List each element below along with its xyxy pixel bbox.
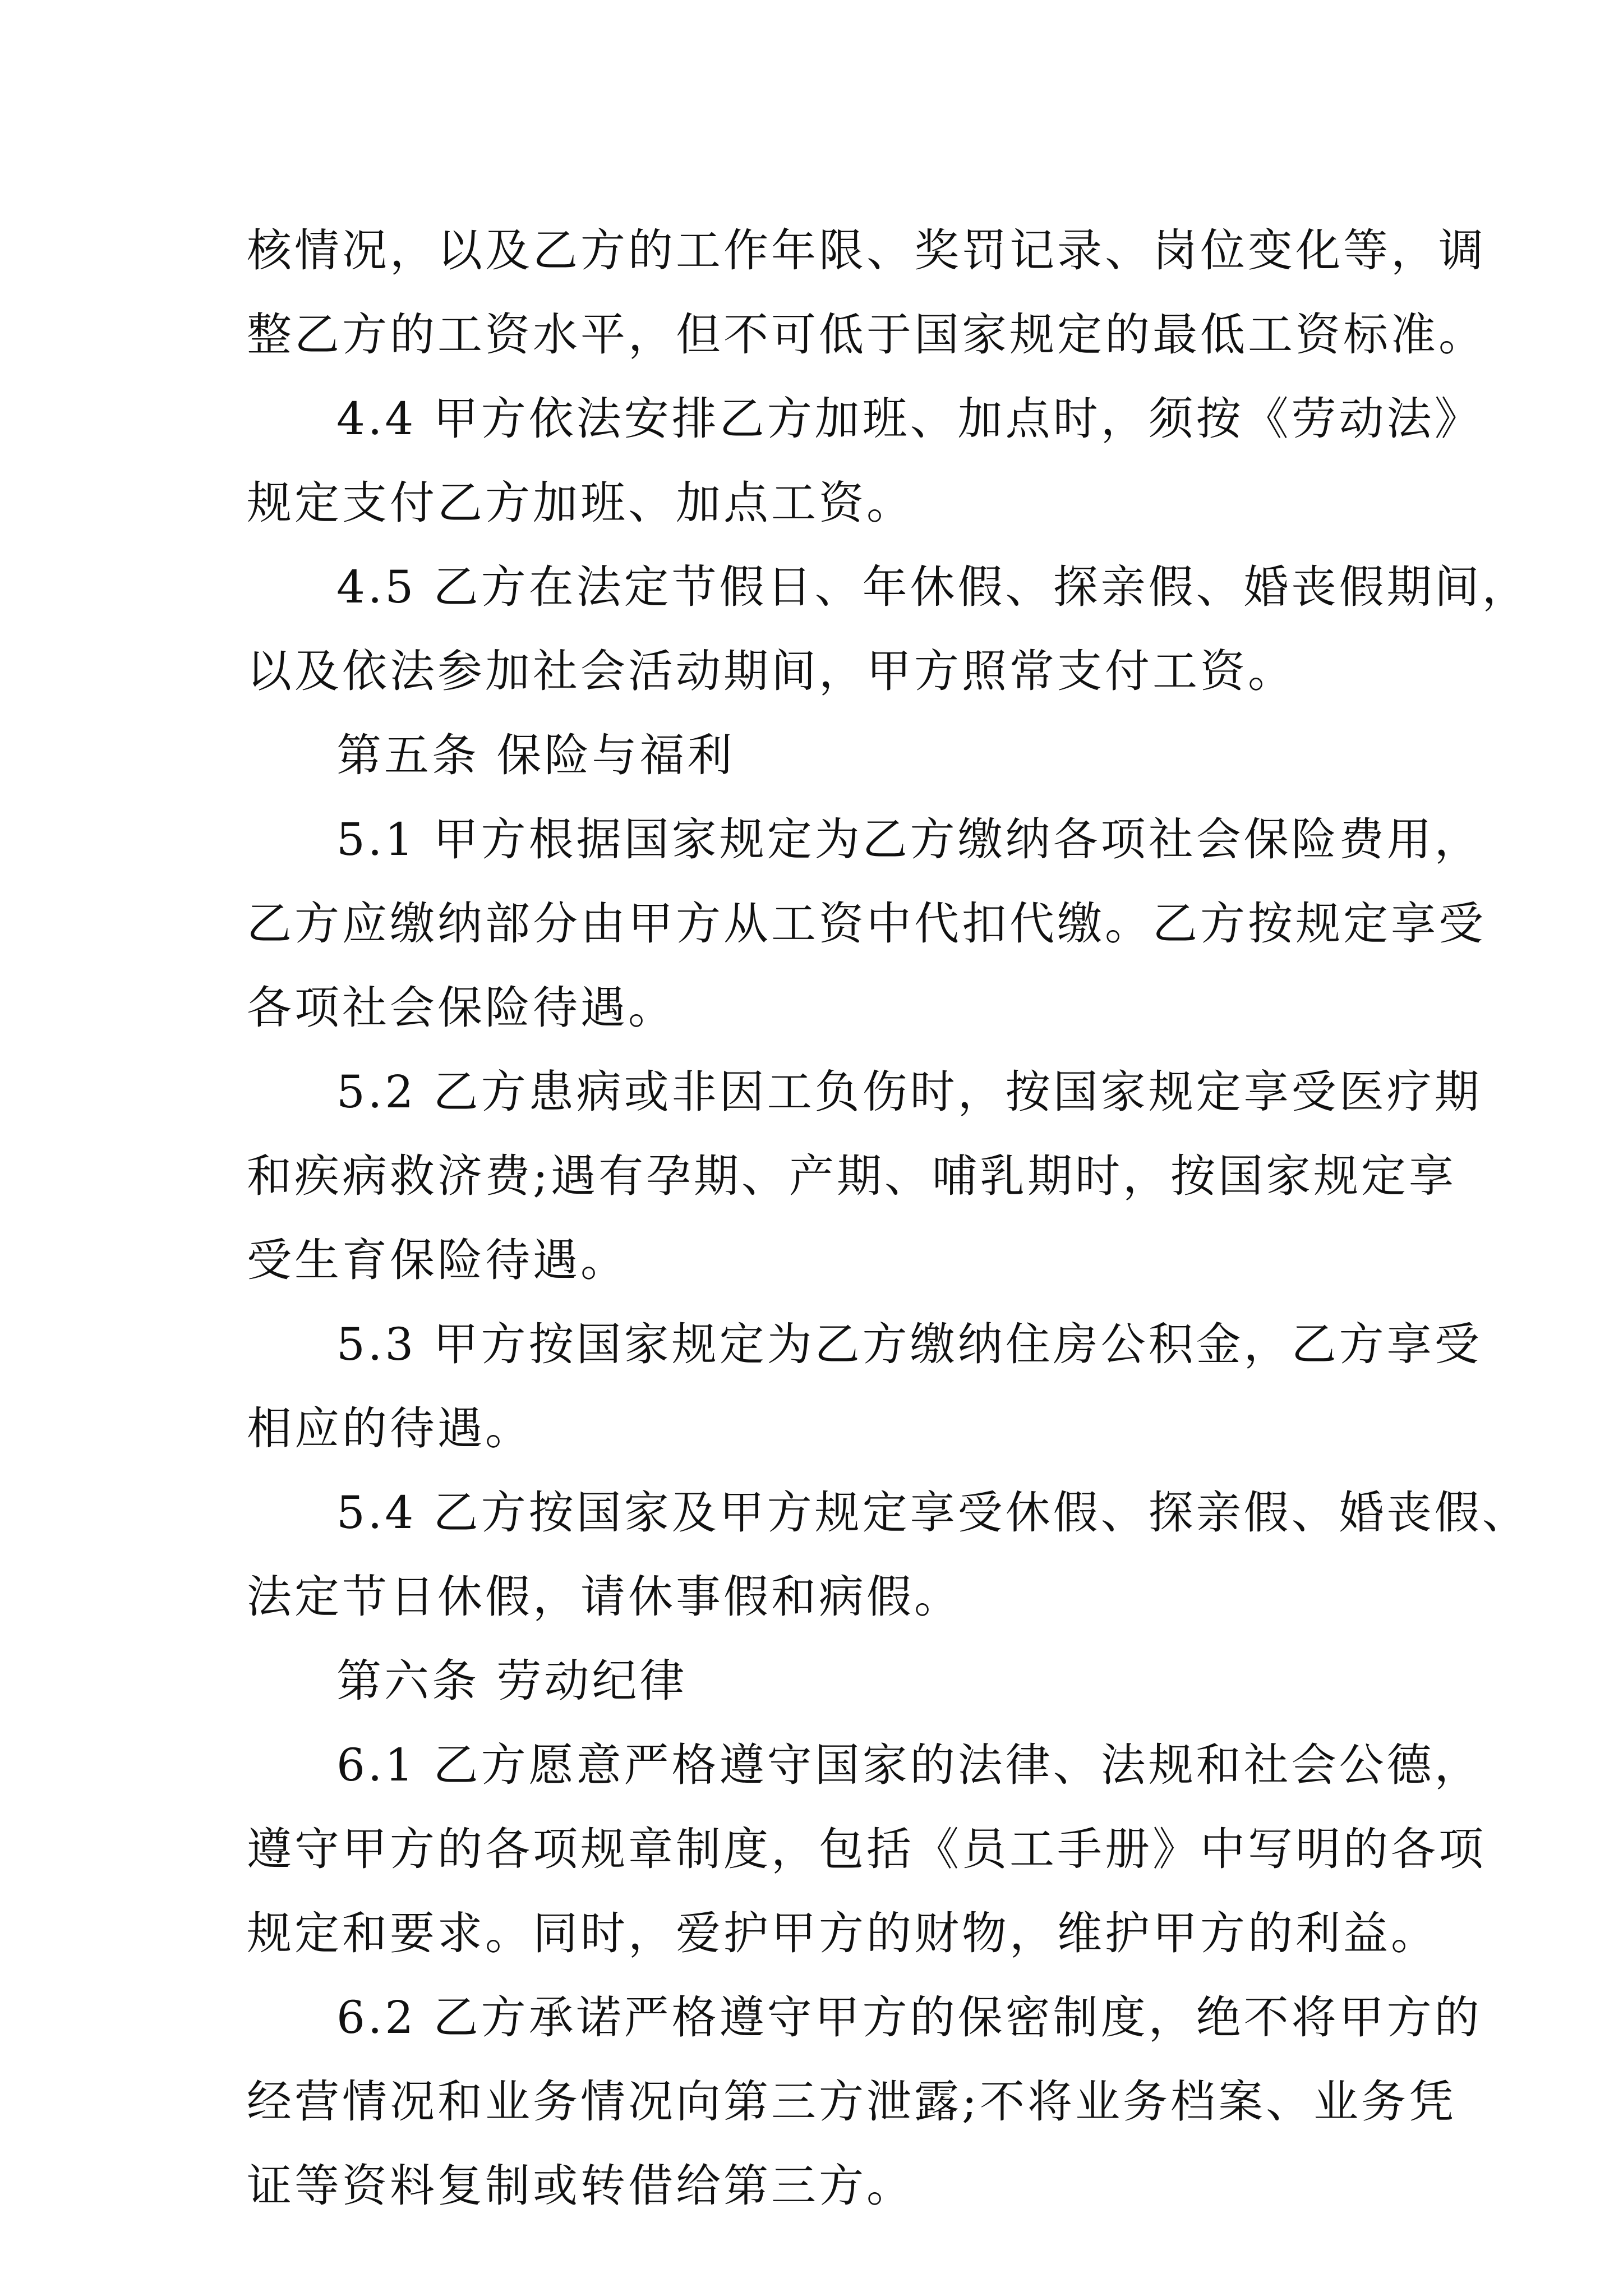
text-line: 证等资料复制或转借给第三方。 [247,2160,914,2212]
text-line: 4.4 甲方依法安排乙方加班、加点时，须按《劳动法》 [336,393,1482,445]
paragraph-5-1 [247,798,1486,1050]
section-title: 第六条 劳动纪律 [336,1655,688,1707]
text-line: 法定节日休假，请休事假和病假。 [247,1571,962,1623]
paragraph-6-1 [247,1723,1486,1976]
paragraph-4-5 [247,545,1530,714]
document-body [247,209,1530,2228]
text-line: 相应的待遇。 [247,1402,533,1455]
paragraph-4-4 [247,377,1482,545]
text-line: 规定支付乙方加班、加点工资。 [247,477,914,529]
paragraph-5-4 [247,1471,1530,1639]
text-line: 5.1 甲方根据国家规定为乙方缴纳各项社会保险费用， [336,813,1482,866]
text-line: 受生育保险待遇。 [247,1234,628,1286]
section-title: 第五条 保险与福利 [336,729,735,781]
text-line: 5.2 乙方患病或非因工负伤时，按国家规定享受医疗期 [336,1066,1482,1118]
text-line: 4.5 乙方在法定节假日、年休假、探亲假、婚丧假期间， [336,561,1530,613]
text-line: 以及依法参加社会活动期间，甲方照常支付工资。 [247,645,1295,697]
paragraph-4-3-continuation [247,209,1486,377]
section-heading-6 [247,1639,1413,1723]
paragraph-6-2 [247,1976,1482,2228]
text-line: 6.2 乙方承诺严格遵守甲方的保密制度，绝不将甲方的 [336,1991,1482,2044]
text-line: 规定和要求。同时，爱护甲方的财物，维护甲方的利益。 [247,1907,1438,1959]
text-line: 各项社会保险待遇。 [247,982,676,1034]
paragraph-5-2 [247,1050,1482,1303]
paragraph-5-3 [247,1303,1482,1471]
text-line: 核情况，以及乙方的工作年限、奖罚记录、岗位变化等，调 [247,224,1486,277]
text-line: 6.1 乙方愿意严格遵守国家的法律、法规和社会公德， [336,1739,1482,1791]
section-heading-5 [247,714,1413,798]
text-line: 5.4 乙方按国家及甲方规定享受休假、探亲假、婚丧假、 [336,1487,1530,1539]
text-line: 和疾病救济费;遇有孕期、产期、哺乳期时，按国家规定享 [247,1150,1456,1202]
text-line: 经营情况和业务情况向第三方泄露;不将业务档案、业务凭 [247,2076,1456,2128]
text-line: 乙方应缴纳部分由甲方从工资中代扣代缴。乙方按规定享受 [247,898,1486,950]
text-line: 整乙方的工资水平，但不可低于国家规定的最低工资标准。 [247,309,1486,361]
text-line: 遵守甲方的各项规章制度，包括《员工手册》中写明的各项 [247,1823,1486,1875]
text-line: 5.3 甲方按国家规定为乙方缴纳住房公积金，乙方享受 [336,1318,1482,1370]
